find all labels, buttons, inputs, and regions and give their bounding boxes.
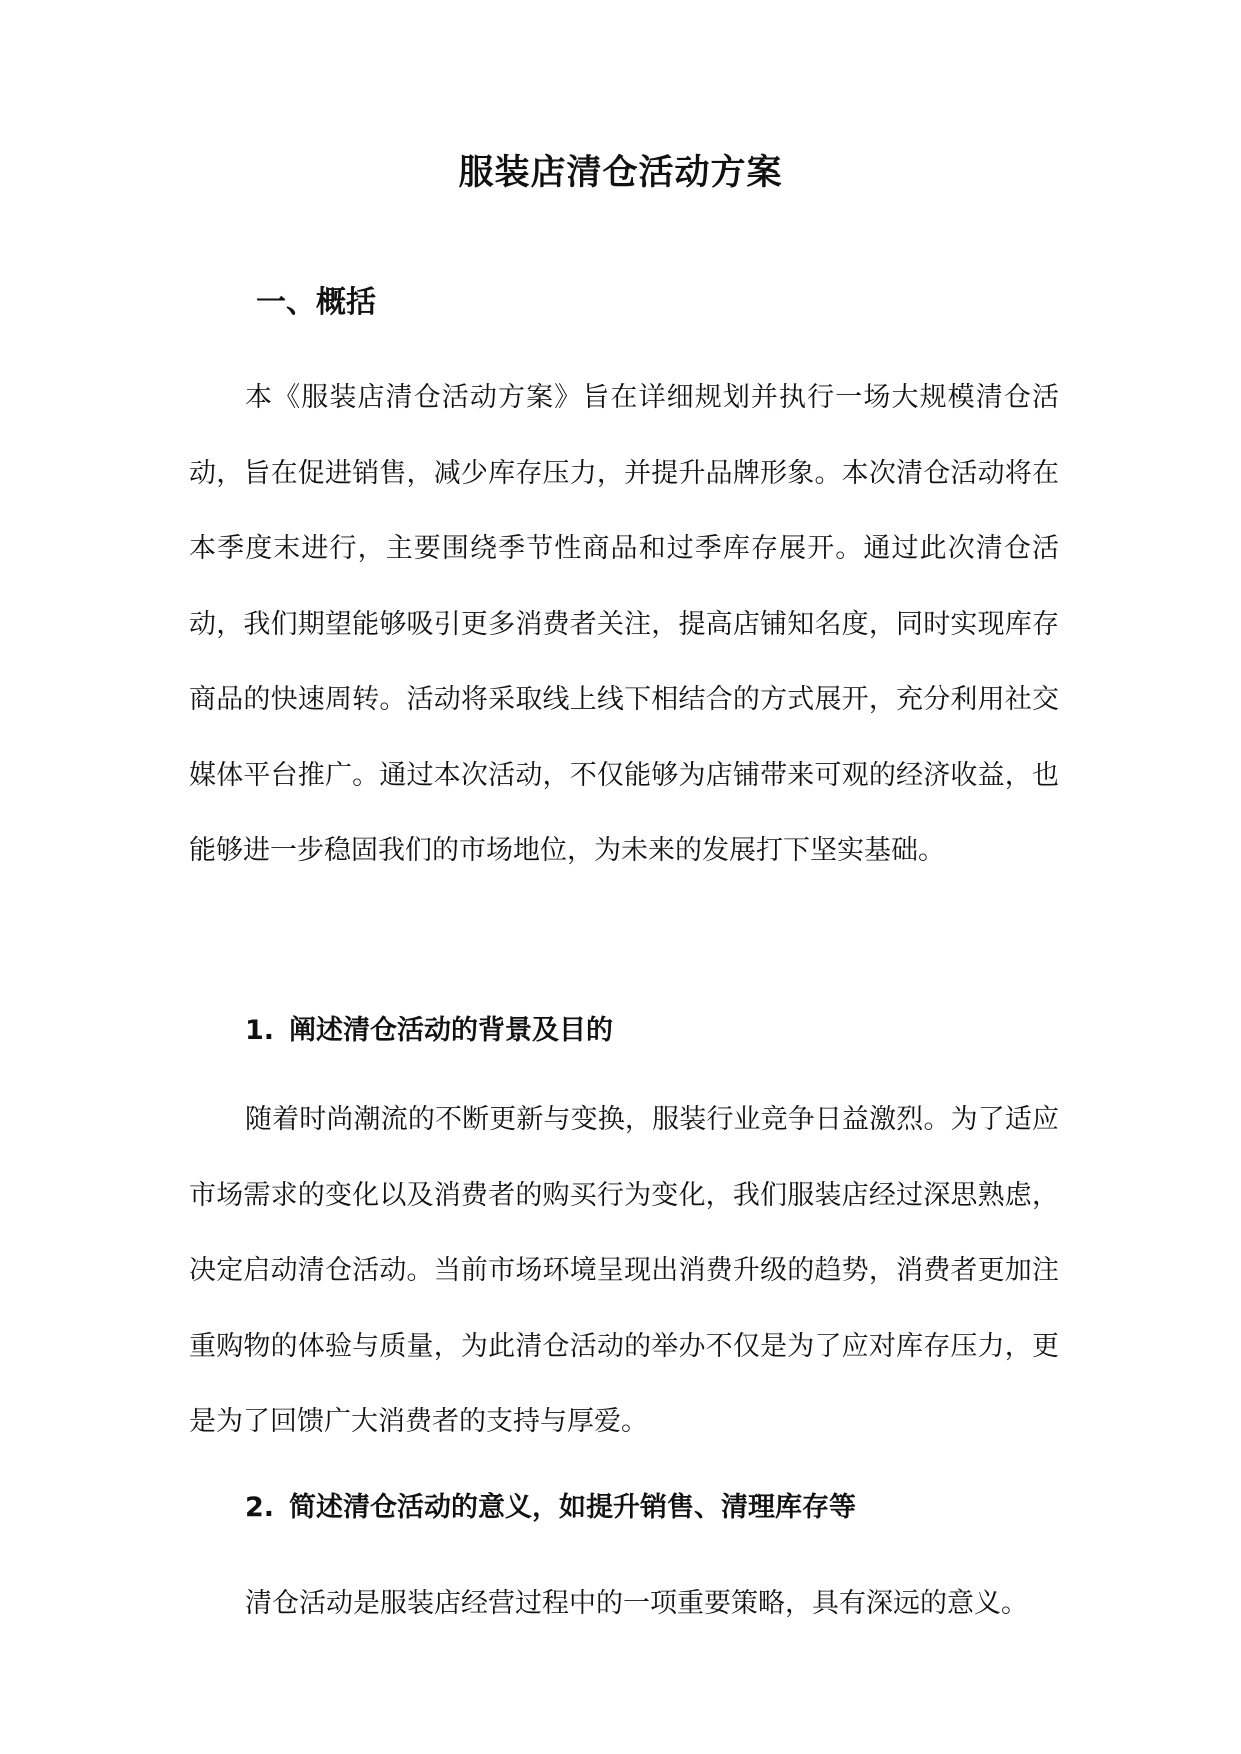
- background-paragraph: 随着时尚潮流的不断更新与变换，服装行业竞争日益激烈。为了适应市场需求的变化以及消费者的购买行为变化，我们服装店经过深思熟虑，决定启动清仓活动。当前市场环境呈现出消费升级的趋势，消费者更加注重购物的体验与质量，为此清仓活动的举办不仅是为了应对库存压力，更是为了回馈广大消费者的支持与厚爱。: [189, 1104, 1059, 1437]
- subsection-number: 1.: [245, 1015, 275, 1046]
- subsection-heading-significance: [245, 1490, 856, 1526]
- subsection-title: 简述清仓活动的意义，如提升销售、清理库存等: [289, 1492, 856, 1523]
- significance-paragraph: 清仓活动是服装店经营过程中的一项重要策略，具有深远的意义。: [245, 1588, 1028, 1619]
- subsection-title: 阐述清仓活动的背景及目的: [289, 1015, 613, 1046]
- document-title: 服装店清仓活动方案: [458, 152, 783, 193]
- overview-paragraph: 本《服装店清仓活动方案》旨在详细规划并执行一场大规模清仓活动，旨在促进销售，减少库存压力，并提升品牌形象。本次清仓活动将在本季度末进行，主要围绕季节性商品和过季库存展开。通过此次清仓活动，我们期望能够吸引更多消费者关注，提高店铺知名度，同时实现库存商品的快速周转。活动将采取线上线下相结合的方式展开，充分利用社交媒体平台推广。通过本次活动，不仅能够为店铺带来可观的经济收益，也能够进一步稳固我们的市场地位，为未来的发展打下坚实基础。: [189, 382, 1059, 866]
- subsection-number: 2.: [245, 1492, 275, 1523]
- subsection-heading-background: [245, 1013, 613, 1049]
- section-heading-overview: 一、概括: [256, 285, 376, 320]
